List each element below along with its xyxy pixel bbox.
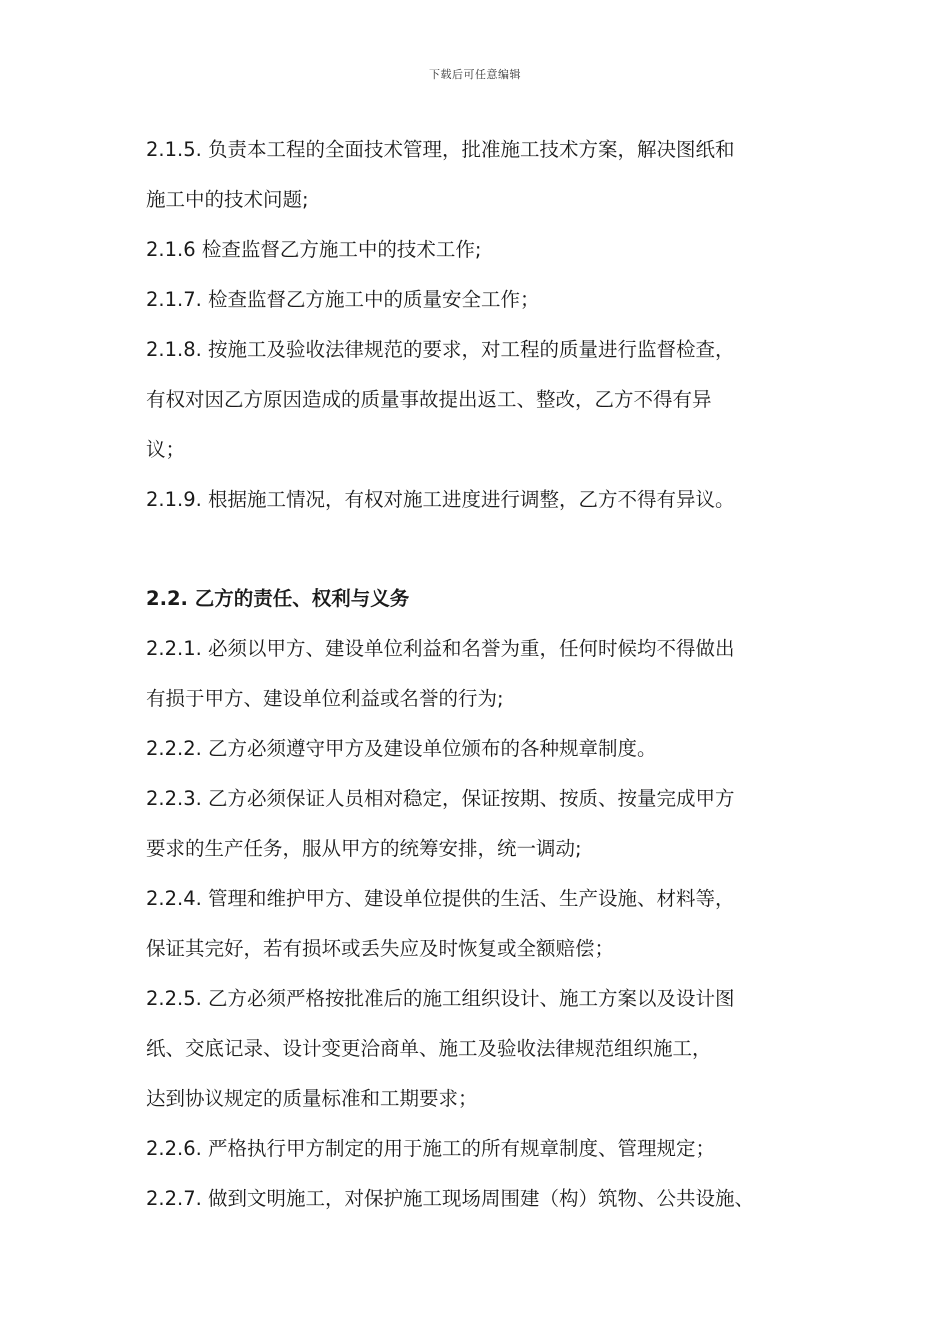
clause-2-1-8-line-1: 2.1.8. 按施工及验收法律规范的要求，对工程的质量进行监督检查， — [146, 338, 735, 361]
clause-2-1-8-line-3: 议； — [146, 438, 186, 461]
clause-2-1-6: 2.1.6 检查监督乙方施工中的技术工作; — [146, 238, 482, 261]
clause-2-2-3-line-1: 2.2.3. 乙方必须保证人员相对稳定，保证按期、按质、按量完成甲方 — [146, 787, 735, 810]
clause-2-2-1-line-2: 有损于甲方、建设单位利益或名誉的行为; — [146, 687, 504, 710]
clause-2-1-9: 2.1.9. 根据施工情况，有权对施工进度进行调整，乙方不得有异议。 — [146, 488, 735, 511]
document-body — [146, 125, 836, 1224]
section-spacer — [146, 525, 836, 574]
clause-2-1-5-line-2: 施工中的技术问题; — [146, 188, 309, 211]
clause-2-2-1-line-1: 2.2.1. 必须以甲方、建设单位利益和名誉为重，任何时候均不得做出 — [146, 637, 735, 660]
clause-2-2-3-line-2: 要求的生产任务，服从甲方的统筹安排，统一调动; — [146, 837, 582, 860]
page-header: 下载后可任意编辑 — [429, 68, 521, 81]
clause-2-2-6: 2.2.6. 严格执行甲方制定的用于施工的所有规章制度、管理规定； — [146, 1137, 716, 1160]
clause-2-1-8-line-2: 有权对因乙方原因造成的质量事故提出返工、整改，乙方不得有异 — [146, 388, 712, 411]
clause-2-2-7-line-1: 2.2.7. 做到文明施工，对保护施工现场周围建（构）筑物、公共设施、 — [146, 1187, 755, 1210]
section-heading-2-2: 2.2. 乙方的责任、权利与义务 — [146, 587, 410, 610]
clause-2-2-4-line-1: 2.2.4. 管理和维护甲方、建设单位提供的生活、生产设施、材料等， — [146, 887, 735, 910]
clause-2-2-5-line-3: 达到协议规定的质量标准和工期要求； — [146, 1087, 478, 1110]
clause-2-1-5-line-1: 2.1.5. 负责本工程的全面技术管理，批准施工技术方案，解决图纸和 — [146, 138, 735, 161]
clause-2-2-5-line-1: 2.2.5. 乙方必须严格按批准后的施工组织设计、施工方案以及设计图 — [146, 987, 735, 1010]
clause-2-2-4-line-2: 保证其完好，若有损坏或丢失应及时恢复或全额赔偿； — [146, 937, 615, 960]
clause-2-1-7: 2.1.7. 检查监督乙方施工中的质量安全工作； — [146, 288, 540, 311]
clause-2-2-2: 2.2.2. 乙方必须遵守甲方及建设单位颁布的各种规章制度。 — [146, 737, 657, 760]
clause-2-2-5-line-2: 纸、交底记录、设计变更洽商单、施工及验收法律规范组织施工， — [146, 1037, 712, 1060]
